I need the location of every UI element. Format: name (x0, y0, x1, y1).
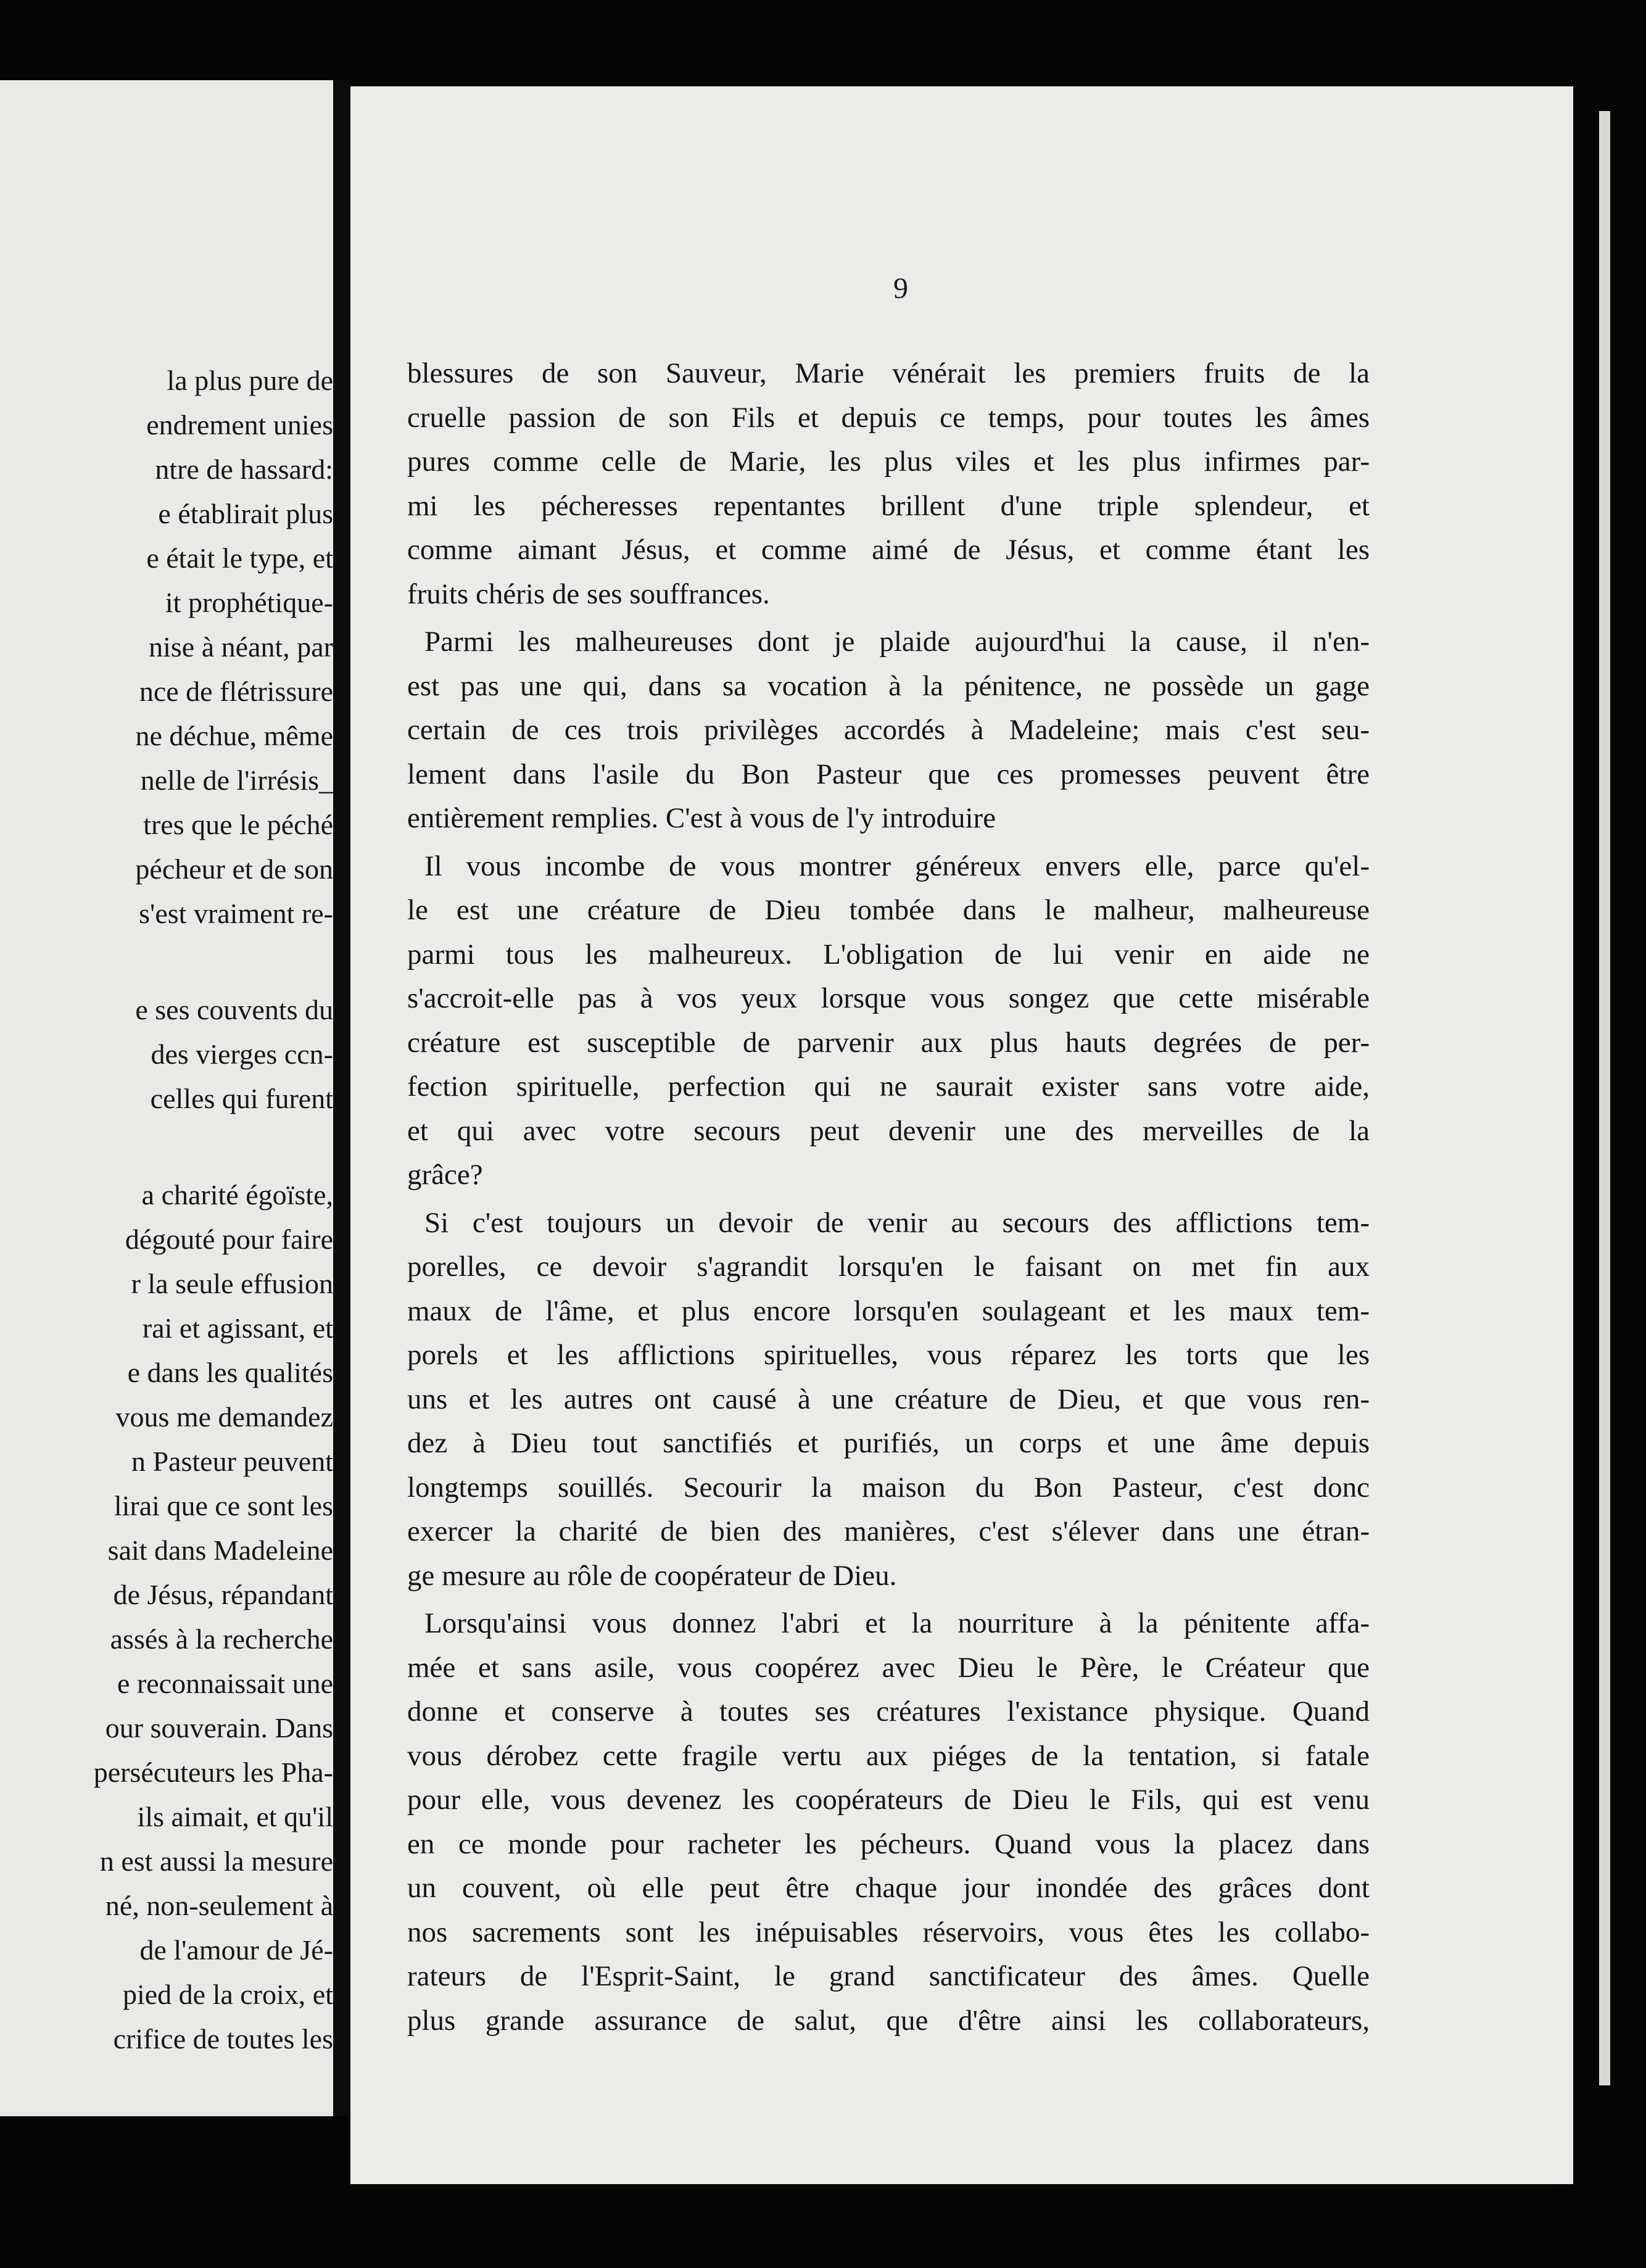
text-line: exercer la charité de bien des manières, c'est s'élever dans une étran- (407, 1515, 1370, 1547)
left-page-fragment (0, 80, 333, 2116)
text-line: certain de ces trois privilèges accordés à Madeleine; mais c'est seu- (407, 714, 1370, 746)
text-line: grâce? (407, 1159, 483, 1191)
left-line: n Pasteur peuvent (131, 1446, 333, 1477)
text-line: porels et les afflictions spirituelles, vous réparez les torts que les (407, 1339, 1370, 1371)
left-line: de l'amour de Jé- (139, 1934, 333, 1966)
text-line: uns et les autres ont causé à une créature de Dieu, et que vous ren- (407, 1383, 1370, 1415)
text-line: plus grande assurance de salut, que d'être ainsi les collaborateurs, (407, 2004, 1370, 2037)
text-line: pures comme celle de Marie, les plus viles et les plus infirmes par- (407, 445, 1370, 478)
text-line: créature est susceptible de parvenir aux plus hauts degrées de per- (407, 1026, 1370, 1059)
left-line: our souverain. Dans (105, 1712, 333, 1744)
text-line: est pas une qui, dans sa vocation à la pénitence, ne possède un gage (407, 669, 1370, 702)
left-line: des vierges ccn- (151, 1038, 333, 1070)
left-line: r la seule effusion (131, 1268, 333, 1299)
text-line: fruits chéris de ses souffrances. (407, 577, 770, 610)
left-line: nelle de l'irrésis_ (140, 764, 333, 796)
left-line: e dans les qualités (127, 1357, 333, 1388)
text-line: Parmi les malheureuses dont je plaide aujourd'hui la cause, il n'en- (424, 626, 1370, 658)
text-line: Si c'est toujours un devoir de venir au secours des afflictions tem- (424, 1206, 1370, 1239)
left-line: pécheur et de son (135, 853, 333, 885)
left-line: de Jésus, répandant (113, 1579, 333, 1610)
text-line: le est une créature de Dieu tombée dans le malheur, malheureuse (407, 894, 1370, 926)
text-line: ge mesure au rôle de coopérateur de Dieu. (407, 1559, 897, 1592)
left-line: celles qui furent (150, 1083, 333, 1114)
left-line: it prophétique- (165, 587, 333, 618)
left-line: e établirait plus (158, 498, 333, 529)
left-line: assés à la recherche (110, 1623, 333, 1655)
left-line: sait dans Madeleine (107, 1534, 333, 1566)
text-line: rateurs de l'Esprit-Saint, le grand sanctificateur des âmes. Quelle (407, 1960, 1370, 1992)
text-line: Il vous incombe de vous montrer généreux envers elle, parce qu'el- (424, 850, 1370, 882)
left-line: nce de flétrissure (139, 676, 333, 707)
left-line: vous me demandez (115, 1401, 333, 1433)
text-line: pour elle, vous devenez les coopérateurs de Dieu le Fils, qui est venu (407, 1784, 1370, 1816)
right-page (350, 86, 1573, 2184)
left-line: tres que le péché (143, 809, 333, 840)
book-gutter (333, 80, 350, 2116)
left-line: persécuteurs les Pha- (93, 1757, 333, 1788)
left-line: pied de la croix, et (122, 1979, 333, 2010)
left-line: n est aussi la mesure (99, 1845, 333, 1877)
page-number: 9 (893, 272, 908, 305)
text-line: vous dérobez cette fragile vertu aux piéges de la tentation, si fatale (407, 1739, 1370, 1772)
text-line: lement dans l'asile du Bon Pasteur que ces promesses peuvent être (407, 758, 1370, 790)
text-line: fection spirituelle, perfection qui ne saurait exister sans votre aide, (407, 1070, 1370, 1103)
next-page-edge (1599, 111, 1610, 2085)
text-line: porelles, ce devoir s'agrandit lorsqu'en le faisant on met fin aux (407, 1251, 1370, 1283)
left-line: la plus pure de (167, 365, 333, 396)
left-line: dégouté pour faire (125, 1223, 333, 1255)
text-line: s'accroit-elle pas à vos yeux lorsque vous songez que cette misérable (407, 982, 1370, 1014)
text-line: mée et sans asile, vous coopérez avec Dieu le Père, le Créateur que (407, 1651, 1370, 1684)
text-line: Lorsqu'ainsi vous donnez l'abri et la nourriture à la pénitente affa- (424, 1607, 1370, 1639)
left-line: né, non-seulement à (105, 1890, 333, 1921)
left-line: e reconnaissait une (117, 1668, 333, 1699)
text-line: parmi tous les malheureux. L'obligation de lui venir en aide ne (407, 938, 1370, 971)
text-line: mi les pécheresses repentantes brillent d'une triple splendeur, et (407, 489, 1370, 522)
left-line: crifice de toutes les (113, 2023, 333, 2055)
text-line: dez à Dieu tout sanctifiés et purifiés, un corps et une âme depuis (407, 1427, 1370, 1459)
left-line: lirai que ce sont les (114, 1490, 333, 1521)
text-line: un couvent, où elle peut être chaque jour inondée des grâces dont (407, 1872, 1370, 1904)
page-body-text (407, 352, 1370, 2043)
text-line: comme aimant Jésus, et comme aimé de Jésus, et comme étant les (407, 534, 1370, 566)
text-line: en ce monde pour racheter les pécheurs. Quand vous la placez dans (407, 1827, 1370, 1860)
left-line: e était le type, et (146, 542, 333, 574)
left-line: nise à néant, par (149, 631, 333, 663)
left-line: ne déchue, même (135, 720, 333, 751)
left-line: rai et agissant, et (142, 1312, 333, 1344)
left-line: s'est vraiment re- (139, 898, 333, 929)
left-line: endrement unies (146, 409, 333, 441)
left-line: e ses couvents du (135, 994, 333, 1025)
text-line: entièrement remplies. C'est à vous de l'y introduire (407, 802, 996, 834)
text-line: cruelle passion de son Fils et depuis ce temps, pour toutes les âmes (407, 401, 1370, 434)
text-line: donne et conserve à toutes ses créatures l'existance physique. Quand (407, 1695, 1370, 1728)
left-line: ils aimait, et qu'il (137, 1801, 333, 1832)
text-line: et qui avec votre secours peut devenir une des merveilles de la (407, 1114, 1370, 1147)
text-line: blessures de son Sauveur, Marie vénérait les premiers fruits de la (407, 357, 1370, 389)
left-line: ntre de hassard: (155, 453, 333, 485)
text-line: maux de l'âme, et plus encore lorsqu'en soulageant et les maux tem- (407, 1294, 1370, 1327)
text-line: nos sacrements sont les inépuisables réservoirs, vous êtes les collabo- (407, 1916, 1370, 1948)
text-line: longtemps souillés. Secourir la maison du Bon Pasteur, c'est donc (407, 1471, 1370, 1504)
left-line: a charité égoïste, (141, 1179, 333, 1211)
